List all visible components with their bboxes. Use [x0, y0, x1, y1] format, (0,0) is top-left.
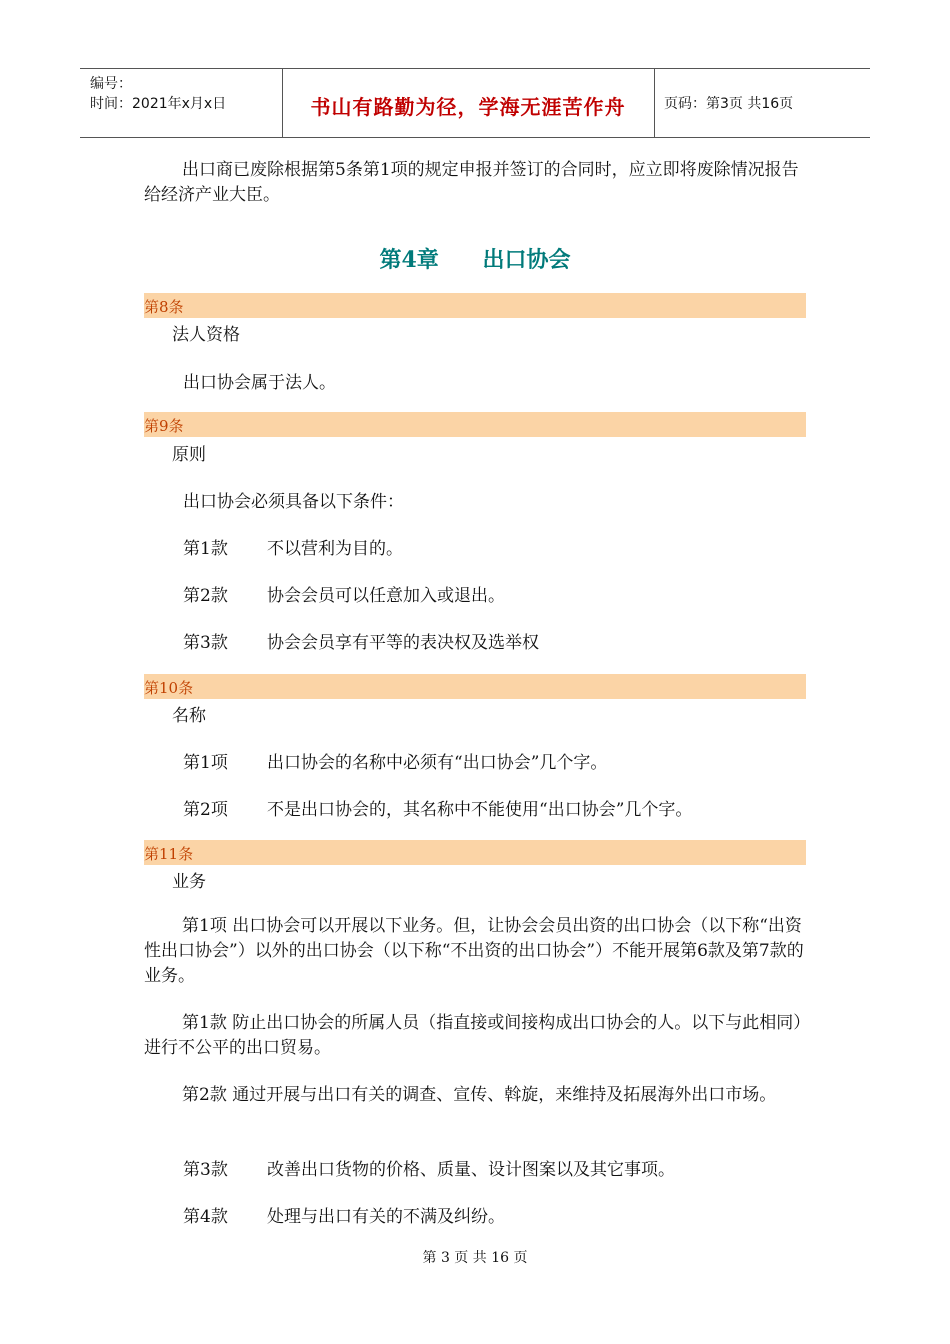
item-label: 第1款 [183, 539, 228, 559]
paragraph: 第1项 出口协会可以开展以下业务。但，让协会会员出资的出口协会（以下称“出资性出口协会”）以外的出口协会（以下称“不出资的出口协会”）不能开展第6款及第7款的业务。 [144, 916, 804, 986]
list-item [183, 1202, 505, 1227]
article-label: 第10条 [144, 679, 194, 697]
chapter-number: 第4章 [379, 247, 439, 273]
item-label: 第2款 [183, 586, 228, 606]
header-meta-cell [80, 69, 283, 137]
list-item [183, 748, 607, 773]
chapter-title: 出口协会 [482, 247, 571, 273]
item-label: 第1项 [183, 753, 228, 773]
item-text: 协会会员享有平等的表决权及选举权 [267, 633, 539, 653]
article-label: 第11条 [144, 845, 194, 863]
article-label: 第9条 [144, 417, 184, 435]
item-text: 不是出口协会的，其名称中不能使用“出口协会”几个字。 [267, 800, 693, 820]
item-label: 第2项 [183, 800, 228, 820]
list-item [183, 1155, 675, 1180]
item-text: 出口协会的名称中必须有“出口协会”几个字。 [267, 753, 608, 773]
header-number: 编号： [90, 76, 132, 92]
header-page-cell [654, 69, 870, 137]
header-time: 时间：2021年x月x日 [90, 96, 227, 112]
article-title: 原则 [172, 445, 206, 465]
item-text: 处理与出口有关的不满及纠纷。 [267, 1207, 505, 1227]
page-header [80, 68, 870, 138]
intro-paragraph: 出口商已废除根据第5条第1项的规定申报并签订的合同时，应立即将废除情况报告给经济产业大臣。 [144, 160, 799, 205]
article-title: 业务 [172, 872, 206, 892]
article-bar [144, 840, 806, 865]
paragraph: 第1款 防止出口协会的所属人员（指直接或间接构成出口协会的人。以下与此相同）进行不公平的出口贸易。 [144, 1013, 802, 1058]
list-item [183, 628, 539, 653]
header-motto: 书山有路勤为径，学海无涯苦作舟 [310, 95, 626, 119]
item-text: 改善出口货物的价格、质量、设计图案以及其它事项。 [267, 1160, 675, 1180]
paragraph: 第2款 通过开展与出口有关的调查、宣传、斡旋，来维持及拓展海外出口市场。 [182, 1085, 777, 1105]
item-text: 协会会员可以任意加入或退出。 [267, 586, 505, 606]
page-footer: 第 3 页 共 16 页 [422, 1250, 528, 1266]
item-label: 第3款 [183, 1160, 228, 1180]
article-bar [144, 674, 806, 699]
article-body: 出口协会必须具备以下条件： [183, 492, 404, 512]
list-item [183, 534, 403, 559]
header-motto-cell [282, 69, 655, 137]
list-item [183, 795, 692, 820]
header-page-info: 页码：第3页 共16页 [664, 96, 794, 112]
chapter-heading [0, 243, 950, 274]
article-bar [144, 412, 806, 437]
article-title: 名称 [172, 706, 206, 726]
article-body: 出口协会属于法人。 [183, 373, 336, 393]
item-label: 第3款 [183, 633, 228, 653]
article-title: 法人资格 [172, 325, 240, 345]
item-text: 不以营利为目的。 [267, 539, 403, 559]
item-label: 第4款 [183, 1207, 228, 1227]
article-label: 第8条 [144, 298, 184, 316]
article-bar [144, 293, 806, 318]
list-item [183, 581, 505, 606]
